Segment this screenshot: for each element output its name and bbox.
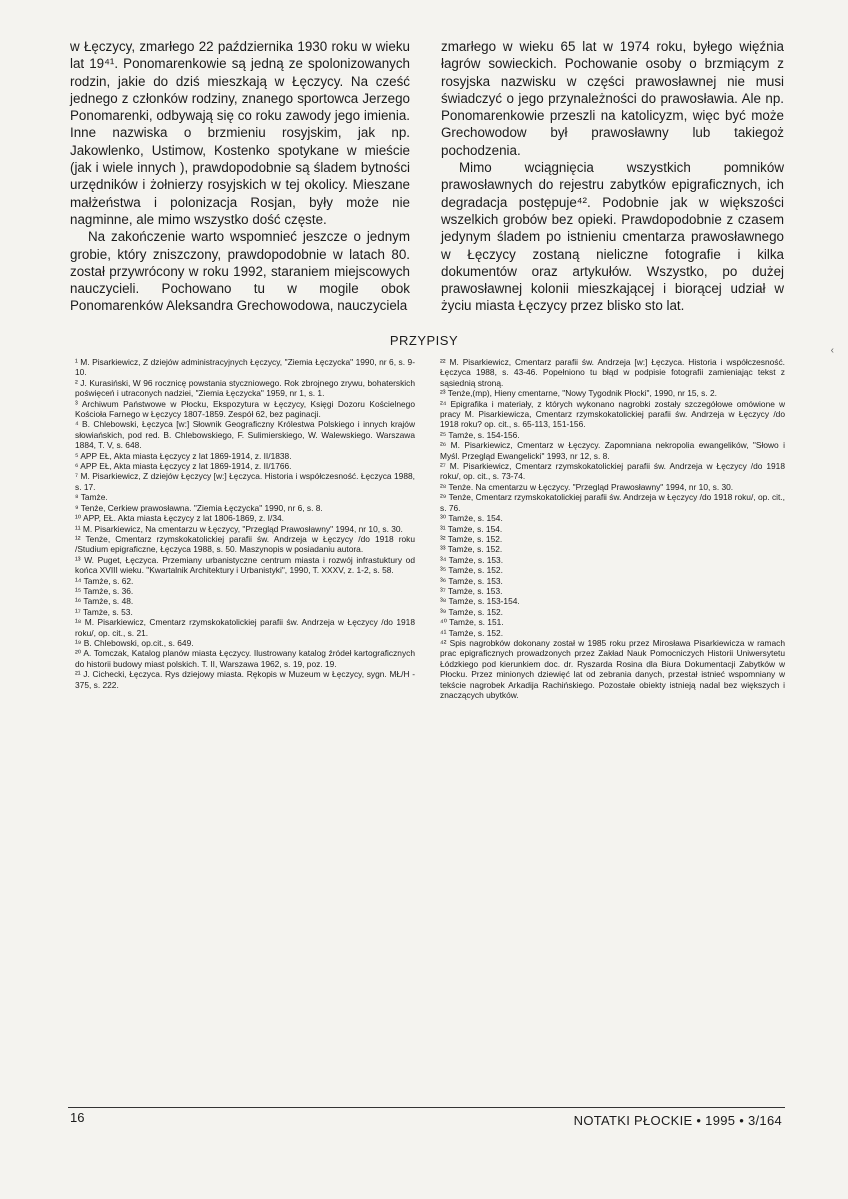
footnote-item: ²² M. Pisarkiewicz, Cmentarz parafii św. Andrzeja [w:] Łęczyca. Historia i współczesność. Łęczyca 1988, s. 43-46. Popełniono tu błąd w podpisie fotografii zamieniając tekst z sąsiednią stroną. [440, 357, 785, 388]
footnote-item: ²⁷ M. Pisarkiewicz, Cmentarz rzymskokatolickiej parafii św. Andrzeja w Łęczycy /do 1918 roku/, op. cit., s. 73-74. [440, 461, 785, 482]
footnote-item: ³⁴ Tamże, s. 153. [440, 554, 504, 565]
footnote-item: ⁸ Tamże. [75, 492, 108, 503]
footnote-item: ⁵ APP EŁ, Akta miasta Łęczycy z lat 1869-1914, z. II/1838. [75, 450, 292, 461]
footnote-item: ¹ M. Pisarkiewicz, Z dziejów administracyjnych Łęczycy, "Ziemia Łęczycka" 1990, nr 6, s. 9-10. [75, 357, 415, 378]
footnote-item: ¹⁶ Tamże, s. 48. [75, 596, 134, 607]
footnote-item: ²⁴ Epigrafika i materiały, z których wykonano nagrobki zostały szczegółowe omówione w pracy M. Pisarkiewicza, Cmentarz rzymskokatolickiej parafii św. Andrzeja w Łęczycy /do 1918 roku? op. cit., s. 65-113, 151-156. [440, 398, 785, 430]
footnote-item: ⁴¹ Tamże, s. 152. [440, 627, 504, 638]
footnote-item: ¹¹ M. Pisarkiewicz, Na cmentarzu w Łęczycy, "Przegląd Prawosławny" 1994, nr 10, s. 30. [75, 523, 403, 534]
journal-footer: NOTATKI PŁOCKIE • 1995 • 3/164 [573, 1113, 782, 1128]
body-paragraph: w Łęczycy, zmarłego 22 października 1930 roku w wieku lat 19⁴¹. Ponomarenkowie są jedną ze spolonizowanych rodzin, jakie do dziś mieszkają w Łęczycy. Na cześć jednego z członków rodziny, znanego sportowca Jerzego Ponomarenki, odbywają się co roku zawody jego imienia. Inne nazwiska o brzmieniu rosyjskim, jak np. Jakowlenko, Ustimow, Kostenko spotykane w mieście (jak i wiele innych ), prawdopodobnie są śladem bytności urzędników i żołnierzy rosyjskich w tej okolicy. Mieszane małżeństwa i polonizacja Rosjan, były może nie nagminne, ale mimo wszystko dość częste. [70, 39, 410, 227]
footnotes-column-left [75, 357, 415, 690]
footnote-item: ³⁹ Tamże, s. 152. [440, 606, 504, 617]
footnote-item: ²³ Tenże,(mp), Hieny cmentarne, "Nowy Tygodnik Płocki", 1990, nr 15, s. 2. [440, 388, 718, 399]
footnote-item: ¹⁴ Tamże, s. 62. [75, 575, 134, 586]
footnote-item: ¹² Tenże, Cmentarz rzymskokatolickiej parafii św. Andrzeja w Łęczycy /do 1918 roku /Studium epigraficzne, Łęczyca 1988, s. 50. Maszynopis w posiadaniu autora. [75, 533, 415, 555]
body-paragraph: zmarłego w wieku 65 lat w 1974 roku, byłego więźnia łagrów sowieckich. Pochowanie osoby o brzmiącym z rosyjska nazwisku w części prawosławnej nie musi świadczyć o jego przynależności do prawosławia. Ale np. Ponomarenkowie przeszli na katolicyzm, więc być może Grechowodow był prawosławny lub takiegoż pochodzenia. [441, 39, 784, 158]
body-column-left [70, 38, 410, 315]
footnotes-heading: PRZYPISY [389, 333, 459, 348]
footnote-item: ⁹ Tenże, Cerkiew prawosławna. "Ziemia Łęczycka" 1990, nr 6, s. 8. [75, 502, 323, 513]
footnote-item: ¹⁵ Tamże, s. 36. [75, 585, 134, 596]
footnote-item: ²⁹ Tenże, Cmentarz rzymskokatolickiej parafii św. Andrzeja w Łęczycy /do 1918 roku/, op. cit., s. 76. [440, 492, 785, 513]
footnote-item: ¹⁰ APP, EŁ. Akta miasta Łęczycy z lat 1806-1869, z. I/34. [75, 513, 284, 524]
footnotes-column-right [440, 357, 785, 700]
footnote-item: ⁴² Spis nagrobków dokonany został w 1985 roku przez Mirosława Pisarkiewicza w ramach prac epigraficznych prowadzonych przez Zakład Nauk Pomocniczych Historii Uniwersytetu Łódzkiego pod kierunkiem doc. dr. Ryszarda Rosina dla Biura Dokumentacji Zabytków w Płocku. Przez minionych dziewięć lat od zebrania danych, przestał istnieć wspomniany w tekście nagrobek Arkadija Rachińskiego. Pozostałe obiekty istnieją nadal bez większych i znaczących ubytków. [440, 637, 785, 700]
footnote-item: ¹⁸ M. Pisarkiewicz, Cmentarz rzymskokatolickiej parafii św. Andrzeja w Łęczycy /do 1918 roku/, op. cit., s. 21. [75, 617, 415, 638]
body-paragraph: Na zakończenie warto wspomnieć jeszcze o jednym grobie, który zniszczony, prawdopodobnie w latach 80. został przywrócony w roku 1992, staraniem miejscowych nauczycieli. Pochowano tu w mogile obok Ponomarenków Aleksandra Grechowodowa, nauczyciela [70, 229, 410, 314]
footnote-item: ³⁷ Tamże, s. 153. [440, 585, 503, 596]
footnote-item: ¹⁷ Tamże, s. 53. [75, 606, 133, 617]
page-number: 16 [70, 1110, 85, 1125]
footnote-item: ³⁸ Tamże, s. 153-154. [440, 596, 520, 607]
footnote-item: ² J. Kurasiński, W 96 rocznicę powstania styczniowego. Rok zbrojnego zrywu, bohaterskich poświęceń i utraconych nadziei, "Ziemia Łęczycka" 1959, nr 1, s. 1. [75, 377, 415, 399]
footnote-item: ⁴⁰ Tamże, s. 151. [440, 617, 504, 628]
footnote-item: ²⁰ A. Tomczak, Katalog planów miasta Łęczycy. Ilustrowany katalog źródeł kartograficznych do historii budowy miast polskich. T. II, Warszawa 1962, s. 19, poz. 19. [75, 648, 415, 669]
footnote-item: ³³ Tamże, s. 152. [440, 544, 503, 555]
footnote-item: ³¹ Tamże, s. 154. [440, 523, 503, 534]
footnote-item: ²⁸ Tenże. Na cmentarzu w Łęczycy. "Przegląd Prawosławny" 1994, nr 10, s. 30. [440, 481, 734, 492]
footnote-item: ¹³ W. Puget, Łęczyca. Przemiany urbanistyczne centrum miasta i rozwój infrastuktury od końca XVIII wieku. "Kwartalnik Architektury i Urbanistyki", 1990, T. XXXV, z. 1-2, s. 58. [75, 554, 415, 576]
footnote-item: ³ Archiwum Państwowe w Płocku, Ekspozytura w Łęczycy, Księgi Dozoru Kościelnego Kościoła Farnego w Łęczycy 1807-1859. Zespół 62, bez paginacji. [75, 398, 415, 420]
footnote-item: ²¹ J. Cichecki, Łęczyca. Rys dziejowy miasta. Rękopis w Muzeum w Łęczycy, sygn. MŁ/H - 375, s. 222. [75, 669, 415, 690]
footnote-item: ⁴ B. Chlebowski, Łęczyca [w:] Słownik Geograficzny Królestwa Polskiego i innych krajów słowiańskich, pod red. B. Chlebowskiego, F. Sulimierskiego, W. Walewskiego. Warszawa 1884, T. V, s. 648. [75, 419, 415, 451]
footnote-item: ⁷ M. Pisarkiewicz, Z dziejów Łęczycy [w:] Łęczyca. Historia i współczesność. Łęczyca 1988, s. 17. [75, 471, 415, 492]
body-column-right [441, 38, 784, 315]
footnote-item: ³⁵ Tamże, s. 152. [440, 565, 503, 576]
footnote-item: ³² Tamże, s. 152. [440, 533, 503, 544]
footnote-item: ³⁰ Tamże, s. 154. [440, 513, 503, 524]
footer-rule [68, 1107, 785, 1108]
body-paragraph: Mimo wciągnięcia wszystkich pomników prawosławnych do rejestru zabytków epigraficznych, ich degradacja postępuje⁴². Podobnie jak w większości wszelkich grobów bez opieki. Prawdopodobnie z czasem jedynym śladem po istnieniu cmentarza prawosławnego w Łęczycy zostaną nieliczne fotografie i kilka dokumentów oraz artykułów. Wszystko, po dużej prawosławnej kolonii mieszkającej i biorącej udział w życiu miasta Łęczycy przez blisko sto lat. [441, 160, 784, 314]
footnote-item: ⁶ APP EŁ, Akta miasta Łęczycy z lat 1869-1914, z. II/1766. [75, 461, 292, 472]
footnote-item: ²⁶ M. Pisarkiewicz, Cmentarz w Łęczycy. Zapomniana nekropolia ewangelików, "Słowo i Myśl. Przegląd Ewangelicki" 1993, nr 12, s. 8. [440, 440, 785, 461]
footnote-item: ²⁵ Tamże, s. 154-156. [440, 429, 520, 440]
footnote-item: ³⁶ Tamże, s. 153. [440, 575, 503, 586]
margin-mark: ‹ [830, 345, 834, 356]
footnote-item: ¹⁹ B. Chlebowski, op.cit., s. 649. [75, 637, 194, 648]
